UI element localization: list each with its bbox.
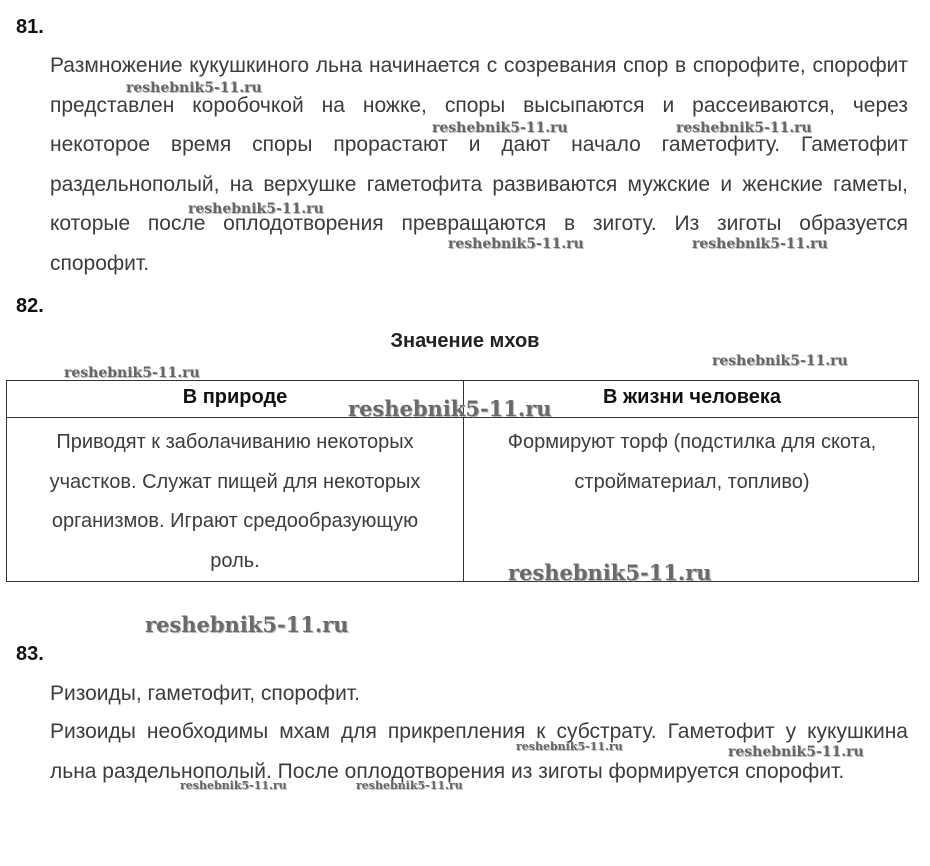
watermark: reshebnik5-11.ru — [348, 396, 552, 421]
watermark: reshebnik5-11.ru — [126, 80, 262, 96]
watermark: reshebnik5-11.ru — [692, 236, 828, 252]
task-83-answer: Ризоиды необходимы мхам для прикрепления к субстрату. Гаметофит у кукушкина льна раздельнополый. После оплодотворения из зиготы формируется спорофит. — [50, 720, 908, 783]
header-human-life: В жизни человека — [602, 386, 782, 408]
cell-nature-line: Приводят к заболачиванию некоторых — [56, 431, 414, 453]
watermark: reshebnik5-11.ru — [728, 744, 864, 760]
watermark: reshebnik5-11.ru — [356, 779, 463, 792]
task-82-number: 82. — [16, 295, 44, 317]
task-81-answer: Размножение кукушкиного льна начинается с созревания спор в спорофите, спорофит представлен коробочкой на ножке, споры высыпаются и рассеиваются, через некоторое время споры прорастают и дают начало гаметофиту. Гаметофит раздельнополый, на верхушке гаметофита развиваются мужские и женские гаметы, которые после оплодотворения превращаются в зиготу. Из зиготы образуется спорофит. — [50, 54, 908, 275]
task-83-answer-line1: Ризоиды, гаметофит, спорофит. — [50, 682, 360, 705]
watermark: reshebnik5-11.ru — [508, 560, 712, 585]
header-nature: В природе — [182, 386, 288, 408]
cell-human-life — [464, 423, 920, 502]
task-81-number: 81. — [16, 16, 44, 38]
watermark: reshebnik5-11.ru — [188, 201, 324, 217]
cell-human-life-line: Формируют торф (подстилка для скота, — [507, 431, 877, 453]
cell-nature-line: участков. Служат пищей для некоторых — [49, 470, 421, 493]
watermark: reshebnik5-11.ru — [180, 779, 287, 792]
watermark: reshebnik5-11.ru — [712, 353, 848, 369]
watermark: reshebnik5-11.ru — [448, 236, 584, 252]
cell-nature-line: роль. — [210, 549, 260, 572]
cell-nature-line: организмов. Играют средообразующую — [51, 510, 419, 532]
watermark: reshebnik5-11.ru — [676, 120, 812, 136]
watermark: reshebnik5-11.ru — [64, 365, 200, 381]
watermark: reshebnik5-11.ru — [432, 120, 568, 136]
task-83-number: 83. — [16, 643, 44, 665]
cell-human-life-line: стройматериал, топливо) — [574, 470, 810, 493]
watermark: reshebnik5-11.ru — [516, 740, 623, 753]
table-title: Значение мхов — [390, 330, 540, 352]
watermark: reshebnik5-11.ru — [145, 612, 349, 637]
cell-nature — [7, 423, 463, 581]
